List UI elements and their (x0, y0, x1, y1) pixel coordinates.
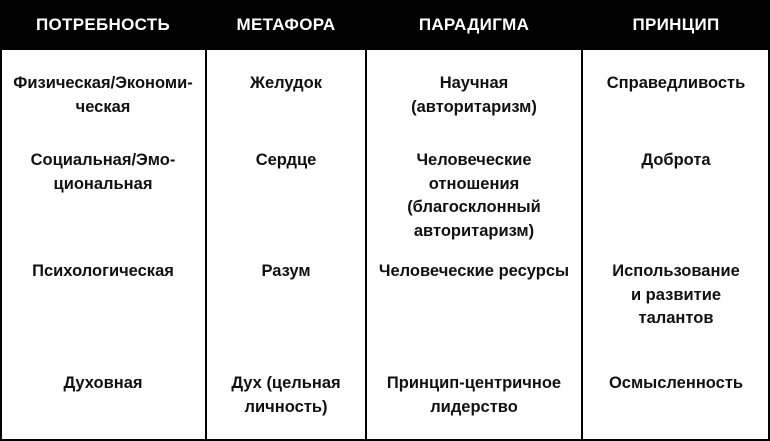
header-need: ПОТРЕБНОСТЬ (36, 15, 170, 34)
table-header (0, 0, 770, 50)
header-principle: ПРИНЦИП (632, 15, 720, 34)
cell-paradigm: Принцип-центричное лидерство (386, 374, 562, 416)
cell-principle: Доброта (641, 151, 711, 169)
cell-principle: Использование и развитие талантов (612, 262, 740, 327)
cell-principle: Осмысленность (608, 374, 744, 392)
cell-metaphor: Разум (261, 262, 311, 280)
cell-metaphor: Дух (цельная личность) (231, 374, 341, 416)
header-paradigm: ПАРАДИГМА (418, 15, 530, 34)
cell-paradigm: Человеческие отношения (благосклонный авторитаризм) (407, 151, 541, 240)
cell-principle: Справедливость (606, 74, 746, 92)
header-metaphor: МЕТАФОРА (236, 15, 336, 34)
cell-need: Духовная (63, 374, 143, 392)
cell-paradigm: Научная (авторитаризм) (411, 74, 537, 116)
cell-need: Психологическая (32, 262, 174, 280)
cell-need: Социальная/Эмо- циональная (30, 151, 176, 193)
cell-paradigm: Человеческие ресурсы (378, 262, 570, 280)
cell-metaphor: Сердце (255, 151, 317, 169)
cell-need: Физическая/Экономи- ческая (13, 74, 193, 116)
cell-metaphor: Желудок (250, 74, 322, 92)
